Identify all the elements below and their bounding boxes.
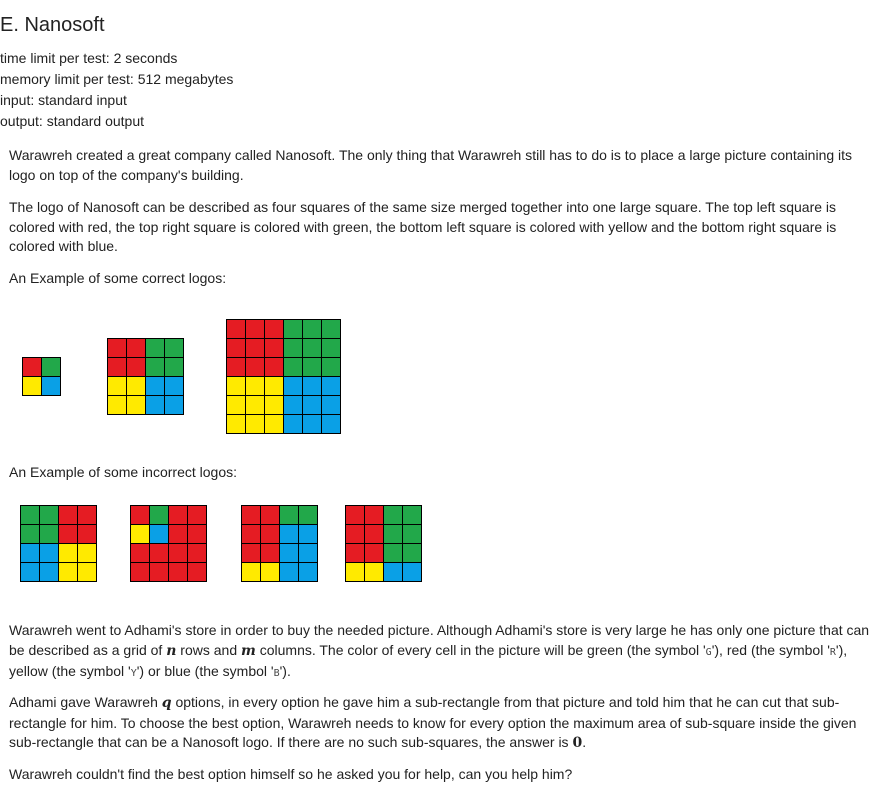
logo-cell xyxy=(131,544,150,563)
p4-text-b: options, in every option he gave him a sub-rectangle from that picture and told him that he can cut that sub-rectangle for him. To choose the best option, Warawreh needs to know for every option the maximum area of sub-square inside the given sub-rectangle that can be a Nanosoft logo. If there are no such sub-squares, the answer is xyxy=(9,694,857,750)
correct-logo-3 xyxy=(227,320,341,434)
logo-cell xyxy=(403,563,422,582)
logo-cell xyxy=(284,415,303,434)
logo-cell xyxy=(21,544,40,563)
p3-text-d: '), red (the symbol ' xyxy=(711,641,830,658)
logo-cell xyxy=(261,525,280,544)
logo-cell xyxy=(78,563,97,582)
logo-cell xyxy=(165,358,184,377)
p4-text-c: . xyxy=(582,734,587,750)
logo-cell xyxy=(265,320,284,339)
incorrect-logos-figure xyxy=(0,495,879,595)
correct-logo-1 xyxy=(23,358,61,396)
symbol-r: R xyxy=(829,646,836,658)
statement-paragraph-3 xyxy=(9,621,873,684)
logo-cell xyxy=(23,377,42,396)
logo-cell xyxy=(40,506,59,525)
logo-cell xyxy=(261,506,280,525)
logo-cell xyxy=(284,320,303,339)
var-m: m xyxy=(241,642,256,659)
logo-cell xyxy=(365,563,384,582)
logo-cell xyxy=(265,396,284,415)
logo-cell xyxy=(165,339,184,358)
logo-cell xyxy=(303,377,322,396)
logo-cell xyxy=(127,377,146,396)
logo-cell xyxy=(403,544,422,563)
logo-cell xyxy=(303,358,322,377)
logo-cell xyxy=(384,544,403,563)
logo-cell xyxy=(227,320,246,339)
logo-cell xyxy=(384,563,403,582)
logo-cell xyxy=(42,377,61,396)
logo-cell xyxy=(242,544,261,563)
logo-cell xyxy=(246,358,265,377)
logo-cell xyxy=(322,339,341,358)
logo-cell xyxy=(299,506,318,525)
logo-cell xyxy=(227,339,246,358)
logo-cell xyxy=(322,415,341,434)
logo-cell xyxy=(365,525,384,544)
logo-cell xyxy=(127,358,146,377)
correct-logos-figure xyxy=(0,300,879,450)
logo-cell xyxy=(169,525,188,544)
input-spec: input: standard input xyxy=(0,92,127,108)
logo-cell xyxy=(78,525,97,544)
logo-cell xyxy=(108,339,127,358)
logo-cell xyxy=(280,506,299,525)
statement-paragraph-4 xyxy=(9,693,873,754)
logo-cell xyxy=(108,377,127,396)
logo-cell xyxy=(384,525,403,544)
logo-cell xyxy=(280,544,299,563)
logo-cell xyxy=(59,525,78,544)
logo-cell xyxy=(131,506,150,525)
incorrect-logos-label: An Example of some incorrect logos: xyxy=(9,464,237,480)
logo-cell xyxy=(21,525,40,544)
logo-cell xyxy=(242,506,261,525)
answer-zero: 0 xyxy=(572,735,583,751)
symbol-g: G xyxy=(705,646,712,658)
logo-cell xyxy=(165,377,184,396)
logo-cell xyxy=(299,544,318,563)
logo-cell xyxy=(188,544,207,563)
logo-cell xyxy=(42,358,61,377)
var-q: q xyxy=(161,695,172,711)
logo-cell xyxy=(21,506,40,525)
logo-cell xyxy=(150,506,169,525)
logo-cell xyxy=(150,525,169,544)
p1-text: Warawreh created a great company called Nanosoft. The only thing that Warawreh still has to do is to place a large picture containing its logo on top of the company's building. xyxy=(9,147,853,183)
logo-cell xyxy=(40,525,59,544)
logo-cell xyxy=(131,525,150,544)
incorrect-logo-3 xyxy=(242,506,318,582)
logo-cell xyxy=(299,525,318,544)
logo-cell xyxy=(284,396,303,415)
logo-cell xyxy=(322,396,341,415)
logo-cell xyxy=(227,415,246,434)
logo-cell xyxy=(227,396,246,415)
logo-cell xyxy=(246,320,265,339)
logo-cell xyxy=(131,563,150,582)
logo-cell xyxy=(303,339,322,358)
logo-cell xyxy=(59,506,78,525)
logo-cell xyxy=(365,506,384,525)
symbol-b: B xyxy=(273,668,280,679)
logo-cell xyxy=(246,415,265,434)
correct-logo-2 xyxy=(108,339,184,415)
p3-text-b: rows and xyxy=(176,641,241,658)
logo-cell xyxy=(242,525,261,544)
incorrect-logo-2 xyxy=(131,506,207,582)
logo-cell xyxy=(303,320,322,339)
p3-text-a: Warawreh went to Adhami's store in order to buy the needed picture. Although Adhami's store is very large he has only one picture that can be described as a grid of xyxy=(9,622,870,658)
logo-cell xyxy=(227,358,246,377)
logo-cell xyxy=(127,339,146,358)
p4-text-a: Adhami gave Warawreh xyxy=(9,694,162,710)
logo-cell xyxy=(227,377,246,396)
logo-cell xyxy=(21,563,40,582)
logo-cell xyxy=(322,377,341,396)
logo-cell xyxy=(188,525,207,544)
logo-cell xyxy=(280,563,299,582)
logo-cell xyxy=(261,563,280,582)
logo-cell xyxy=(303,415,322,434)
logo-cell xyxy=(322,358,341,377)
logo-cell xyxy=(322,320,341,339)
logo-cell xyxy=(150,563,169,582)
logo-cell xyxy=(403,525,422,544)
logo-cell xyxy=(284,358,303,377)
logo-cell xyxy=(169,544,188,563)
logo-cell xyxy=(284,339,303,358)
p3-text-e: '), yellow (the symbol ' xyxy=(9,641,848,679)
logo-cell xyxy=(265,358,284,377)
logo-cell xyxy=(346,544,365,563)
output-spec: output: standard output xyxy=(0,113,144,129)
logo-cell xyxy=(188,563,207,582)
problem-title: E. Nanosoft xyxy=(0,14,105,36)
logo-cell xyxy=(403,506,422,525)
logo-cell xyxy=(146,358,165,377)
logo-cell xyxy=(146,377,165,396)
logo-cell xyxy=(23,358,42,377)
p3-text-g: '). xyxy=(279,663,291,679)
time-limit: time limit per test: 2 seconds xyxy=(0,50,178,66)
statement-paragraph-5 xyxy=(9,765,873,785)
incorrect-logo-4 xyxy=(346,506,422,582)
logo-cell xyxy=(280,525,299,544)
logo-cell xyxy=(165,396,184,415)
statement-paragraph-2 xyxy=(9,198,873,257)
logo-cell xyxy=(246,339,265,358)
logo-cell xyxy=(78,544,97,563)
logo-cell xyxy=(59,544,78,563)
logo-cell xyxy=(265,415,284,434)
logo-cell xyxy=(261,544,280,563)
logo-cell xyxy=(108,358,127,377)
incorrect-logo-1 xyxy=(21,506,97,582)
logo-cell xyxy=(40,563,59,582)
logo-cell xyxy=(169,563,188,582)
logo-cell xyxy=(127,396,146,415)
logo-cell xyxy=(365,544,384,563)
statement-paragraph-1 xyxy=(9,146,873,185)
logo-cell xyxy=(299,563,318,582)
symbol-y: Y xyxy=(130,668,137,679)
logo-cell xyxy=(150,544,169,563)
logo-cell xyxy=(246,377,265,396)
correct-logos-label: An Example of some correct logos: xyxy=(9,270,227,286)
logo-cell xyxy=(108,396,127,415)
logo-cell xyxy=(146,396,165,415)
logo-cell xyxy=(169,506,188,525)
logo-cell xyxy=(346,563,365,582)
p2-text: The logo of Nanosoft can be described as four squares of the same size merged together into one large square. The top left square is colored with red, the top right square is colored with green, the bottom left square is colored with yellow and the bottom right square is colored with blue. xyxy=(9,199,837,254)
logo-cell xyxy=(188,506,207,525)
logo-cell xyxy=(146,339,165,358)
logo-cell xyxy=(284,377,303,396)
logo-cell xyxy=(303,396,322,415)
p5-text: Warawreh couldn't find the best option himself so he asked you for help, can you help him? xyxy=(9,766,573,782)
logo-cell xyxy=(346,506,365,525)
logo-cell xyxy=(346,525,365,544)
memory-limit: memory limit per test: 512 megabytes xyxy=(0,71,234,87)
logo-cell xyxy=(78,506,97,525)
logo-cell xyxy=(265,339,284,358)
logo-cell xyxy=(246,396,265,415)
logo-cell xyxy=(242,563,261,582)
logo-cell xyxy=(384,506,403,525)
logo-cell xyxy=(265,377,284,396)
var-n: n xyxy=(166,642,177,659)
p3-text-f: ') or blue (the symbol ' xyxy=(136,663,274,679)
logo-cell xyxy=(59,563,78,582)
logo-cell xyxy=(40,544,59,563)
p3-text-c: columns. The color of every cell in the picture will be green (the symbol ' xyxy=(255,641,706,658)
